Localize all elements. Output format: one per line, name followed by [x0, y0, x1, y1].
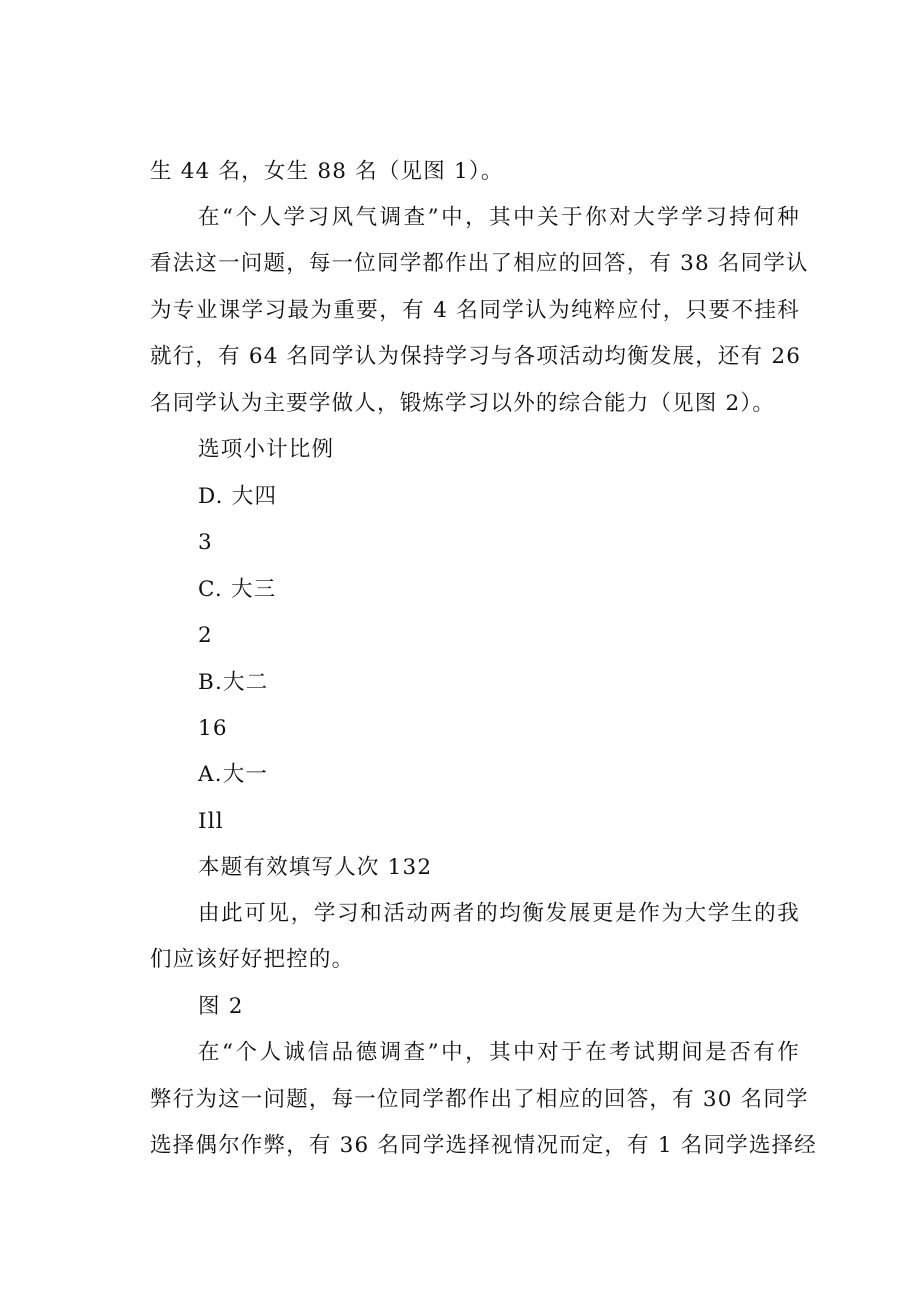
option-b-label: B.大二: [198, 670, 269, 695]
option-d-count: 3: [198, 530, 213, 555]
text-line-3: 看法这一问题，每一位同学都作出了相应的回答，有 38 名同学认: [150, 251, 809, 276]
text-line-1: 生 44 名，女生 88 名（见图 1）。: [150, 159, 504, 184]
option-a-count: Ill: [198, 809, 224, 834]
option-d-label: D. 大四: [198, 484, 278, 509]
text-line-21: 弊行为这一问题，每一位同学都作出了相应的回答，有 30 名同学: [150, 1087, 809, 1112]
text-line-2: 在“个人学习风气调查”中，其中关于你对大学学习持何种: [198, 205, 800, 230]
text-line-20: 在“个人诚信品德调查”中，其中对于在考试期间是否有作: [198, 1040, 800, 1065]
option-b-count: 16: [198, 716, 228, 741]
option-c-label: C. 大三: [198, 577, 277, 602]
option-a-label: A.大一: [198, 762, 269, 787]
valid-responses-line: 本题有效填写人次 132: [198, 855, 433, 880]
text-line-4: 为专业课学习最为重要，有 4 名同学认为纯粹应付，只要不挂科: [150, 298, 800, 323]
option-c-count: 2: [198, 623, 213, 648]
figure-caption: 图 2: [198, 994, 244, 1019]
survey-table-header: 选项小计比例: [198, 437, 335, 462]
text-line-17: 由此可见，学习和活动两者的均衡发展更是作为大学生的我: [198, 901, 800, 926]
text-line-18: 们应该好好把控的。: [150, 947, 355, 972]
text-line-22: 选择偶尔作弊，有 36 名同学选择视情况而定，有 1 名同学选择经: [150, 1133, 817, 1158]
text-line-6: 名同学认为主要学做人，锻炼学习以外的综合能力（见图 2）。: [150, 391, 776, 416]
text-line-5: 就行，有 64 名同学认为保持学习与各项活动均衡发展，还有 26: [150, 344, 802, 369]
